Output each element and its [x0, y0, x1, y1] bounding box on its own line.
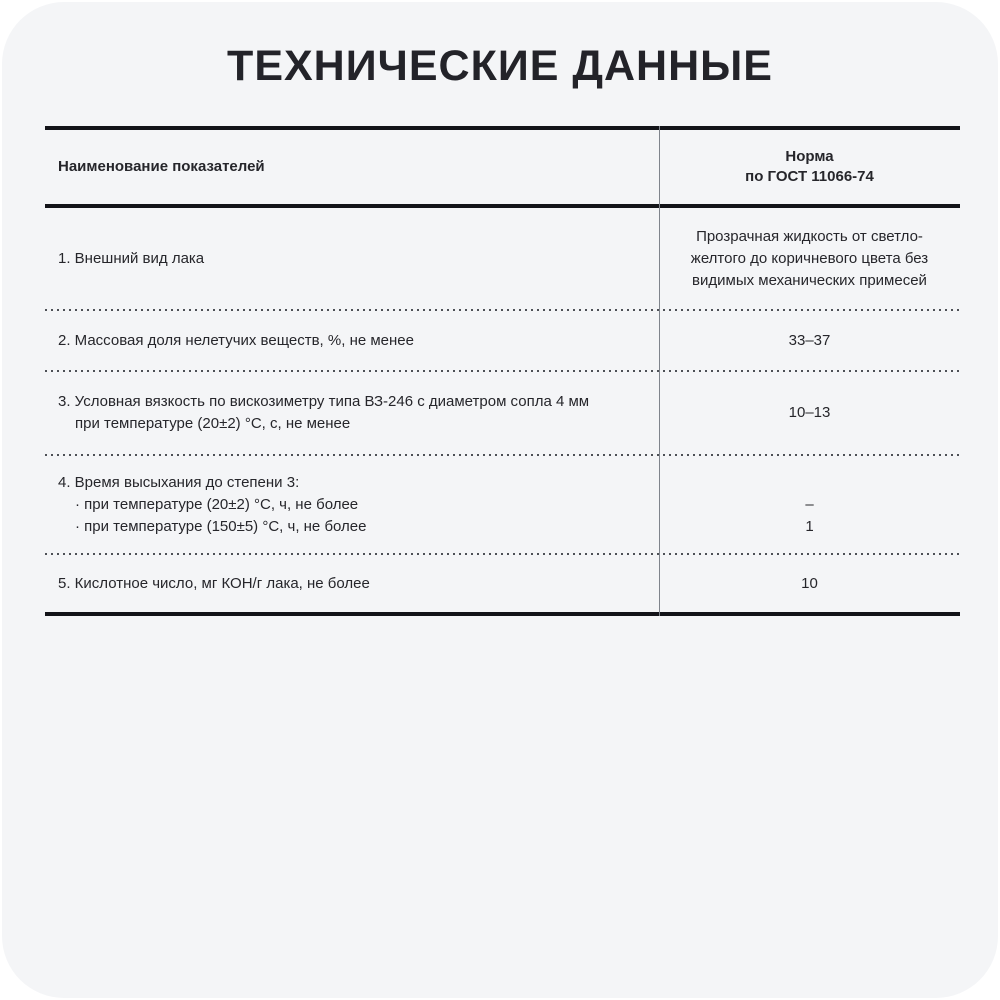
technical-data-table [45, 126, 960, 616]
row-value-line: 10–13 [788, 404, 831, 421]
row-name-line: при температуре (20±2) °С, с, не менее [75, 415, 351, 432]
spec-card [2, 2, 998, 998]
row-name [45, 330, 659, 352]
row-value [659, 472, 960, 538]
column-header-name [45, 156, 659, 178]
column-header-norm-line2: по ГОСТ 11066-74 [745, 168, 874, 185]
column-header-name-label: Наименование показателей [58, 158, 265, 175]
row-value-line: 10 [801, 574, 818, 592]
row-name-line: 3. Условная вязкость по вискозиметру типа ВЗ-246 с диаметром сопла 4 мм [58, 393, 590, 410]
table-row [45, 311, 960, 370]
column-header-norm-line1: Норма [785, 148, 834, 165]
row-name [45, 391, 659, 435]
table-row [45, 555, 960, 612]
row-name-line: 2. Массовая доля нелетучих веществ, %, не менее [58, 331, 414, 349]
row-value-line: – [805, 495, 814, 513]
row-name-line: · при температуре (20±2) °С, ч, не более [75, 495, 359, 513]
table-bottom-rule [45, 612, 960, 616]
column-header-norm [659, 147, 960, 187]
table-row [45, 456, 960, 553]
row-name [45, 472, 659, 538]
column-divider [659, 126, 660, 616]
table-row [45, 372, 960, 454]
row-name-line: · при температуре (150±5) °С, ч, не более [75, 517, 367, 535]
page-title: ТЕХНИЧЕСКИЕ ДАННЫЕ [227, 42, 773, 90]
row-value [659, 330, 960, 352]
row-value-line: видимых механических примесей [692, 271, 927, 289]
row-value [659, 573, 960, 595]
table-header-row [45, 130, 960, 204]
row-value-line: 33–37 [788, 331, 831, 349]
row-name [45, 248, 659, 270]
table-row [45, 208, 960, 309]
row-value-line: Прозрачная жидкость от светло- [696, 227, 923, 245]
row-value-line: желтого до коричневого цвета без [690, 249, 929, 267]
row-name-line: 5. Кислотное число, мг КОН/г лака, не более [58, 574, 370, 592]
row-name [45, 573, 659, 595]
row-name-line: 4. Время высыхания до степени 3: [58, 473, 300, 491]
row-value [659, 402, 960, 424]
row-name-line: 1. Внешний вид лака [58, 249, 205, 267]
row-value [659, 226, 960, 292]
row-value-line: 1 [805, 517, 814, 535]
row-value-spacer [659, 472, 960, 494]
